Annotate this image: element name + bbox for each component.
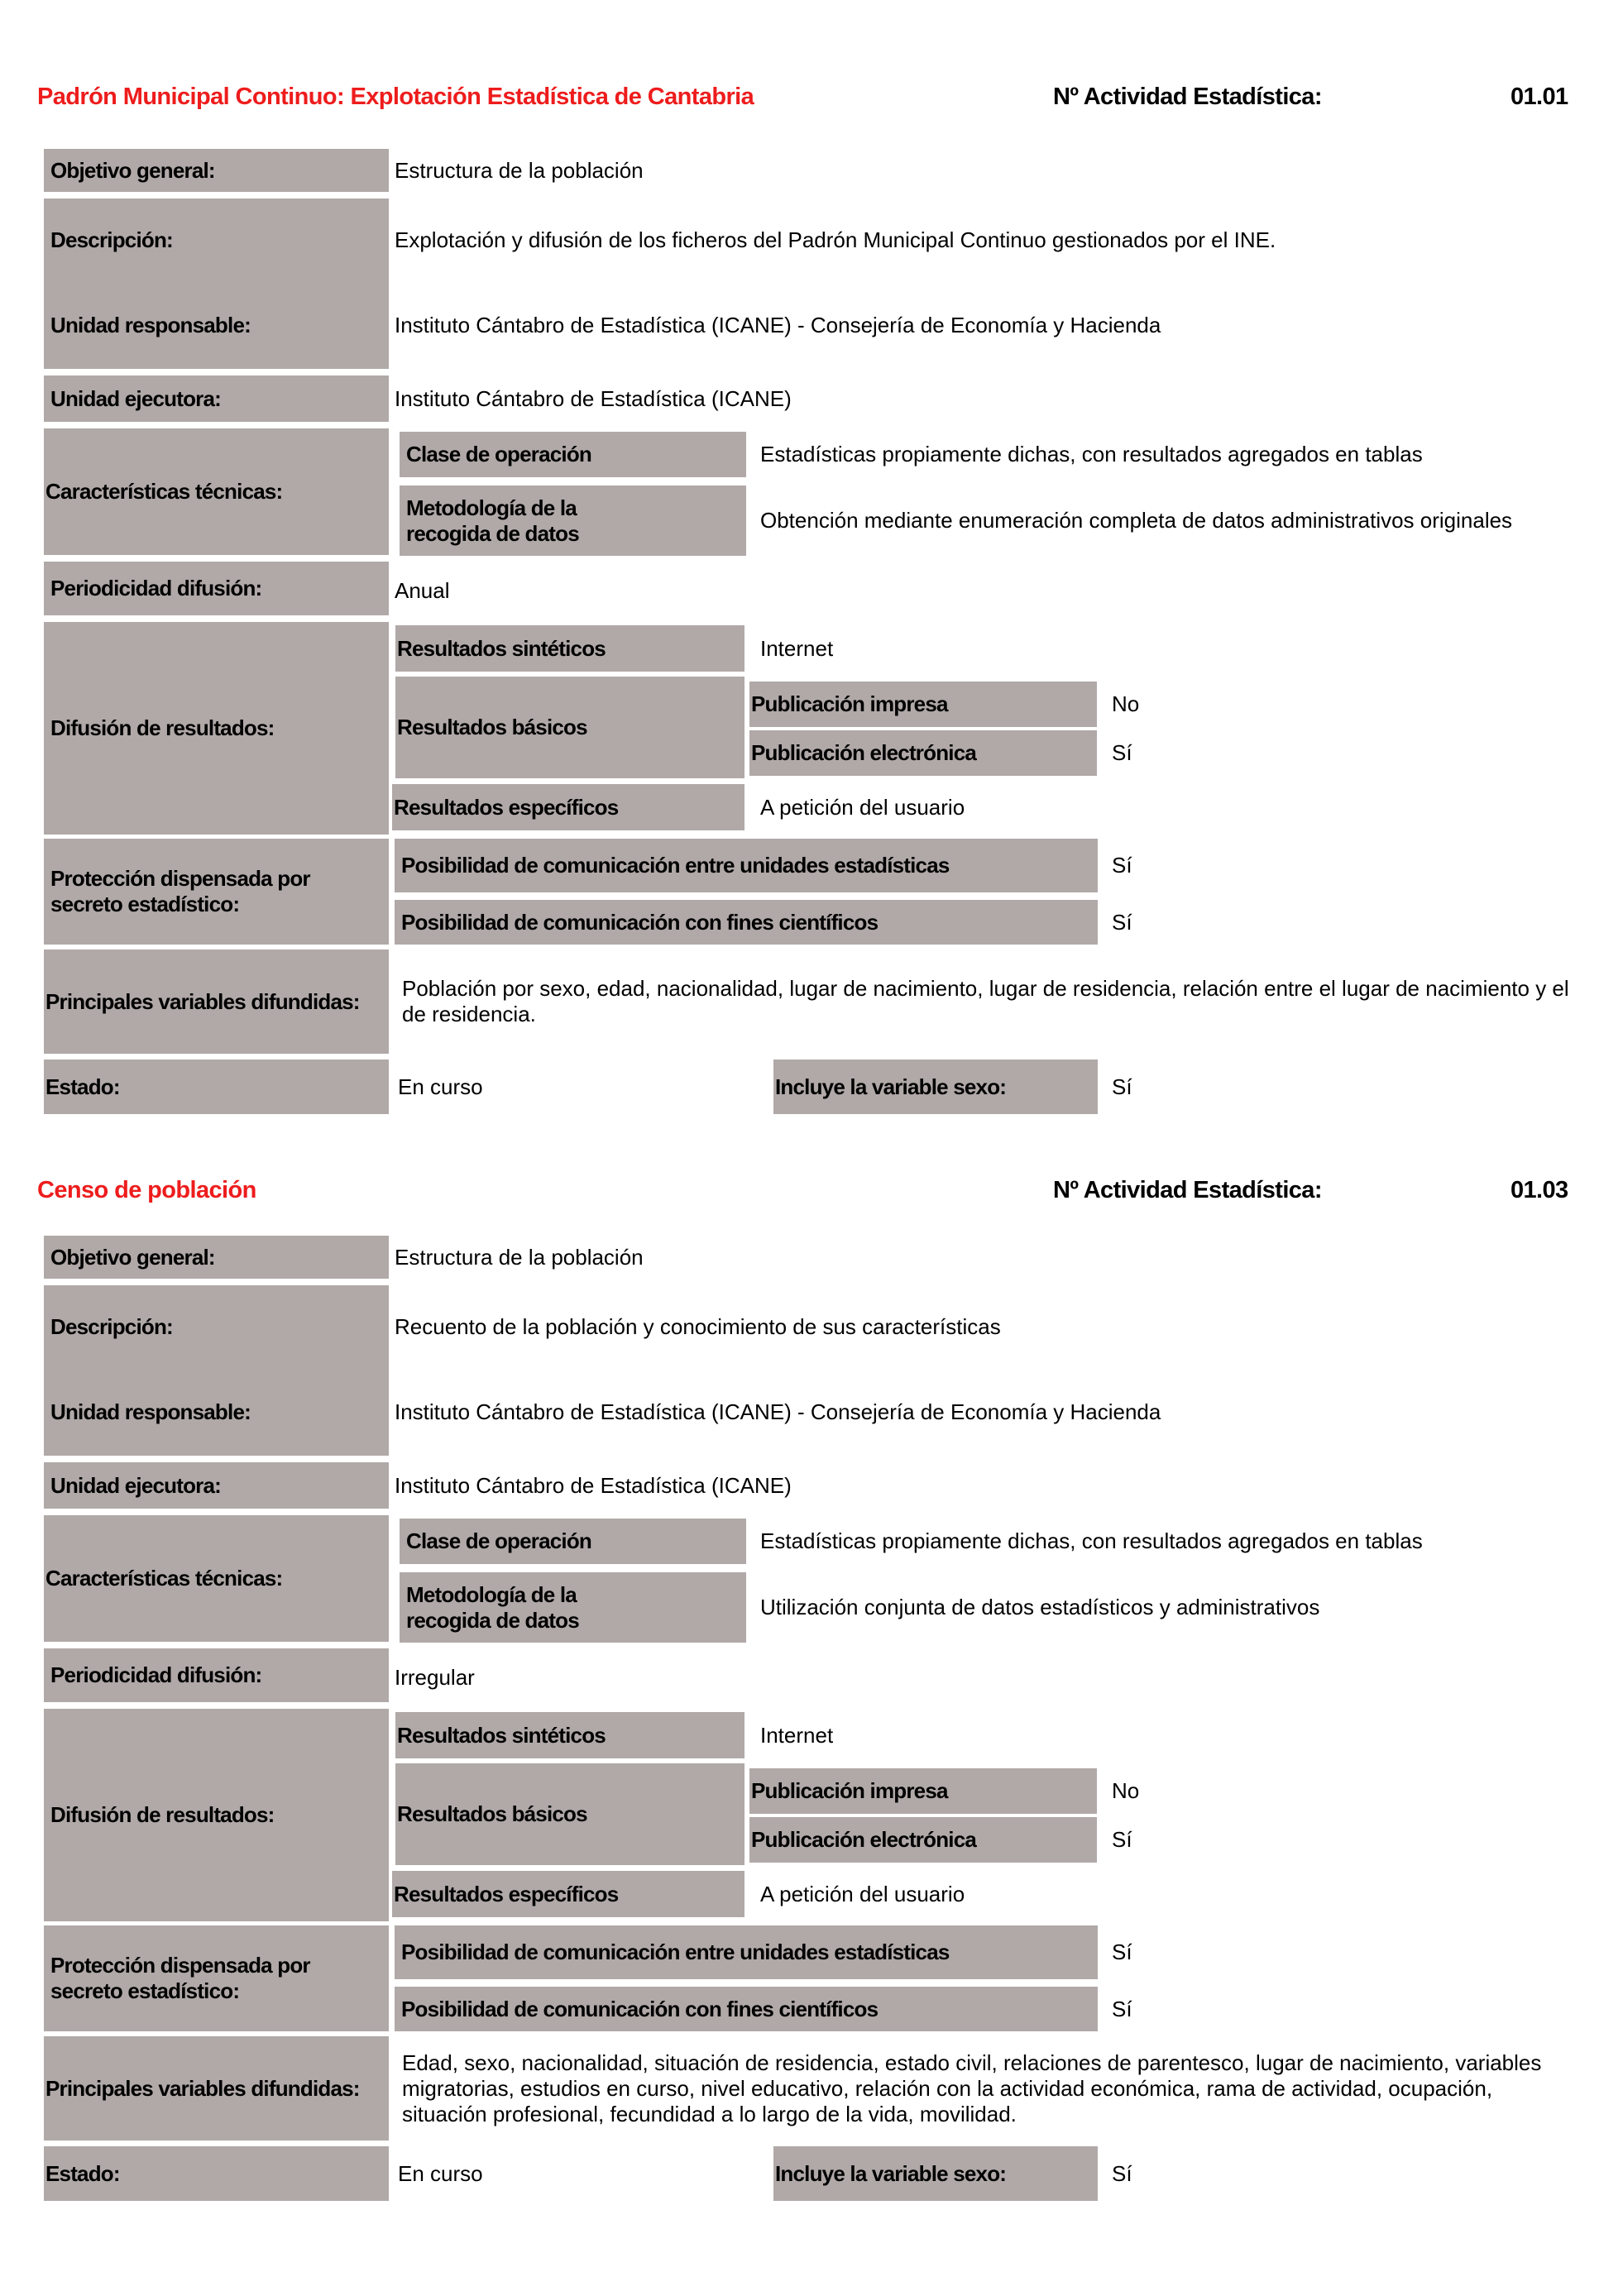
difusion-label: Difusión de resultados: — [44, 1709, 389, 1921]
unidad-responsable-value: Instituto Cántabro de Estadística (ICANE) - Consejería de Economía y Hacienda — [395, 312, 1161, 337]
comunicacion-cientificos-value: Sí — [1112, 909, 1132, 935]
resultados-sinteticos-value: Internet — [760, 635, 834, 661]
sexo-value: Sí — [1112, 2160, 1132, 2186]
resultados-especificos-label: Resultados específicos — [392, 1871, 744, 1917]
resultados-especificos-value: A petición del usuario — [760, 794, 965, 820]
resultados-basicos-label: Resultados básicos — [395, 677, 744, 778]
activity-sheet — [0, 1093, 1623, 2193]
activity-title: Censo de población — [37, 1177, 256, 1203]
publicacion-impresa-label: Publicación impresa — [749, 1768, 1097, 1814]
unidad-ejecutora-label: Unidad ejecutora: — [44, 375, 389, 422]
estado-value: En curso — [398, 2160, 483, 2186]
descripcion-label: Descripción: — [50, 227, 173, 252]
sexo-value: Sí — [1112, 1074, 1132, 1099]
periodicidad-label: Periodicidad difusión: — [44, 562, 389, 615]
periodicidad-value: Irregular — [395, 1664, 475, 1690]
clase-operacion-value: Estadísticas propiamente dichas, con resultados agregados en tablas — [760, 442, 1423, 466]
activity-number-label: Nº Actividad Estadística: — [1053, 84, 1322, 110]
activity-number: 01.03 — [1510, 1177, 1568, 1203]
publicacion-impresa-label: Publicación impresa — [749, 682, 1097, 727]
objetivo-label: Objetivo general: — [44, 149, 389, 192]
comunicacion-cientificos-label: Posibilidad de comunicación con fines científicos — [395, 1987, 1098, 2031]
resultados-sinteticos-label: Resultados sintéticos — [395, 1712, 744, 1758]
metodologia-value: Utilización conjunta de datos estadísticos y administrativos — [760, 1595, 1320, 1619]
proteccion-label: Protección dispensada por secreto estadístico: — [44, 839, 389, 945]
caracteristicas-label: Características técnicas: — [44, 428, 389, 555]
resultados-basicos-label: Resultados básicos — [395, 1763, 744, 1865]
objetivo-value: Estructura de la población — [395, 157, 644, 183]
periodicidad-value: Anual — [395, 577, 450, 603]
proteccion-label: Protección dispensada por secreto estadístico: — [44, 1925, 389, 2031]
activity-number: 01.01 — [1510, 84, 1568, 110]
resultados-especificos-value: A petición del usuario — [760, 1881, 965, 1906]
comunicacion-unidades-label: Posibilidad de comunicación entre unidades estadísticas — [395, 1925, 1098, 1979]
publicacion-electronica-label: Publicación electrónica — [749, 730, 1097, 776]
metodologia-label: Metodología de la recogida de datos — [400, 486, 746, 556]
metodologia-label: Metodología de la recogida de datos — [400, 1572, 746, 1643]
unidad-ejecutora-value: Instituto Cántabro de Estadística (ICANE) — [395, 385, 792, 411]
clase-operacion-value: Estadísticas propiamente dichas, con resultados agregados en tablas — [760, 1528, 1423, 1553]
resultados-sinteticos-label: Resultados sintéticos — [395, 625, 744, 672]
publicacion-impresa-value: No — [1112, 691, 1140, 716]
unidad-responsable-label: Unidad responsable: — [50, 312, 251, 337]
variables-value: Edad, sexo, nacionalidad, situación de residencia, estado civil, relaciones de parentesco, lugar de nacimiento, variables migratorias, estudios en curso, nivel educativo, relación con la actividad económica, rama de actividad, ocupación, situación profesional, fecundidad a lo largo de la vida, movilidad. — [402, 2050, 1542, 2126]
unidad-ejecutora-value: Instituto Cántabro de Estadística (ICANE) — [395, 1472, 792, 1498]
activity-title: Padrón Municipal Continuo: Explotación Estadística de Cantabria — [37, 84, 754, 110]
variables-value: Población por sexo, edad, nacionalidad, lugar de nacimiento, lugar de residencia, relación entre el lugar de nacimiento y el de residencia. — [402, 976, 1569, 1026]
publicacion-impresa-value: No — [1112, 1778, 1140, 1803]
comunicacion-cientificos-label: Posibilidad de comunicación con fines científicos — [395, 900, 1098, 945]
objetivo-value: Estructura de la población — [395, 1244, 644, 1270]
activity-number-label: Nº Actividad Estadística: — [1053, 1177, 1322, 1203]
variables-label: Principales variables difundidas: — [44, 949, 389, 1054]
estado-label: Estado: — [44, 2146, 389, 2201]
objetivo-label: Objetivo general: — [44, 1236, 389, 1279]
periodicidad-label: Periodicidad difusión: — [44, 1648, 389, 1702]
clase-operacion-label: Clase de operación — [400, 1519, 746, 1564]
metodologia-value: Obtención mediante enumeración completa de datos administrativos originales — [760, 508, 1513, 533]
publicacion-electronica-label: Publicación electrónica — [749, 1817, 1097, 1863]
unidad-responsable-label: Unidad responsable: — [50, 1399, 251, 1424]
sexo-label: Incluye la variable sexo: — [773, 2146, 1098, 2201]
comunicacion-unidades-value: Sí — [1112, 853, 1132, 878]
publicacion-electronica-value: Sí — [1112, 740, 1132, 765]
descripcion-label: Descripción: — [50, 1313, 173, 1339]
publicacion-electronica-value: Sí — [1112, 1827, 1132, 1852]
clase-operacion-label: Clase de operación — [400, 432, 746, 477]
resultados-especificos-label: Resultados específicos — [392, 784, 744, 830]
variables-label: Principales variables difundidas: — [44, 2036, 389, 2141]
estado-value: En curso — [398, 1074, 483, 1099]
estado-label: Estado: — [44, 1060, 389, 1114]
sexo-label: Incluye la variable sexo: — [773, 1060, 1098, 1114]
caracteristicas-label: Características técnicas: — [44, 1515, 389, 1642]
activity-sheet — [0, 0, 1623, 1100]
descripcion-value: Explotación y difusión de los ficheros del Padrón Municipal Continuo gestionados por el INE. — [395, 227, 1276, 252]
unidad-responsable-value: Instituto Cántabro de Estadística (ICANE) - Consejería de Economía y Hacienda — [395, 1399, 1161, 1424]
comunicacion-cientificos-value: Sí — [1112, 1996, 1132, 2021]
unidad-ejecutora-label: Unidad ejecutora: — [44, 1462, 389, 1509]
descripcion-value: Recuento de la población y conocimiento de sus características — [395, 1313, 1001, 1339]
comunicacion-unidades-label: Posibilidad de comunicación entre unidades estadísticas — [395, 839, 1098, 892]
comunicacion-unidades-value: Sí — [1112, 1940, 1132, 1964]
difusion-label: Difusión de resultados: — [44, 622, 389, 835]
resultados-sinteticos-value: Internet — [760, 1722, 834, 1748]
